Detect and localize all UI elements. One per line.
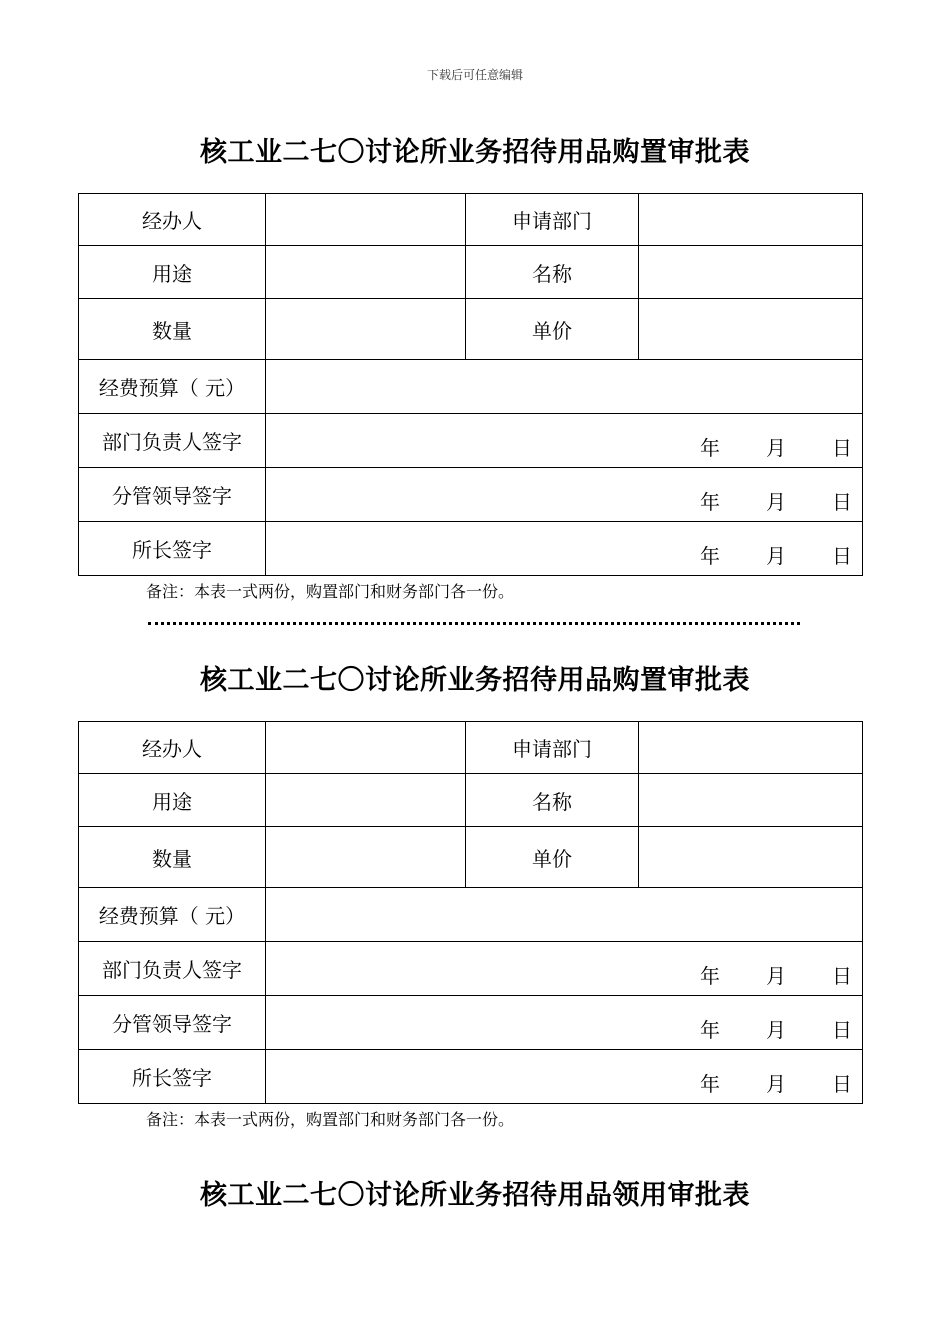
month-label: 月 bbox=[766, 490, 786, 514]
budget-label: 经费预算（ 元） bbox=[79, 360, 266, 414]
item-name-label: 名称 bbox=[466, 246, 639, 299]
month-label: 月 bbox=[766, 436, 786, 460]
director-sign-label: 所长签字 bbox=[79, 1050, 266, 1104]
handler-label: 经办人 bbox=[79, 194, 266, 246]
leader-sign-label: 分管领导签字 bbox=[79, 996, 266, 1050]
approval-form-table bbox=[78, 721, 863, 1104]
dept-head-sign-label: 部门负责人签字 bbox=[79, 414, 266, 468]
director-sign-field[interactable] bbox=[266, 1050, 863, 1104]
item-name-field[interactable] bbox=[639, 246, 863, 299]
form-title: 核工业二七〇讨论所业务招待用品购置审批表 bbox=[200, 137, 750, 168]
dept-head-sign-label: 部门负责人签字 bbox=[79, 942, 266, 996]
month-label: 月 bbox=[766, 1072, 786, 1096]
quantity-field[interactable] bbox=[266, 299, 466, 360]
leader-sign-field[interactable] bbox=[266, 996, 863, 1050]
unit-price-field[interactable] bbox=[639, 827, 863, 888]
day-label: 日 bbox=[832, 544, 852, 568]
director-sign-field[interactable] bbox=[266, 522, 863, 576]
leader-sign-field[interactable] bbox=[266, 468, 863, 522]
year-label: 年 bbox=[700, 1018, 720, 1042]
sign-date bbox=[700, 1068, 852, 1097]
leader-sign-label: 分管领导签字 bbox=[79, 468, 266, 522]
unit-price-label: 单价 bbox=[466, 827, 639, 888]
day-label: 日 bbox=[832, 964, 852, 988]
cut-line-divider bbox=[148, 622, 800, 625]
sign-date bbox=[700, 486, 852, 515]
purpose-field[interactable] bbox=[266, 774, 466, 827]
unit-price-label: 单价 bbox=[466, 299, 639, 360]
department-label: 申请部门 bbox=[466, 722, 639, 774]
form-title-usage: 核工业二七〇讨论所业务招待用品领用审批表 bbox=[200, 1180, 750, 1211]
year-label: 年 bbox=[700, 1072, 720, 1096]
dept-head-sign-field[interactable] bbox=[266, 414, 863, 468]
department-label: 申请部门 bbox=[466, 194, 639, 246]
sign-date bbox=[700, 960, 852, 989]
purpose-label: 用途 bbox=[79, 774, 266, 827]
form-remark: 备注：本表一式两份，购置部门和财务部门各一份。 bbox=[146, 582, 515, 601]
dept-head-sign-field[interactable] bbox=[266, 942, 863, 996]
budget-field[interactable] bbox=[266, 360, 863, 414]
day-label: 日 bbox=[832, 1072, 852, 1096]
quantity-label: 数量 bbox=[79, 299, 266, 360]
day-label: 日 bbox=[832, 490, 852, 514]
sign-date bbox=[700, 432, 852, 461]
year-label: 年 bbox=[700, 964, 720, 988]
form-title: 核工业二七〇讨论所业务招待用品购置审批表 bbox=[200, 665, 750, 696]
header-note: 下载后可任意编辑 bbox=[426, 68, 523, 82]
quantity-field[interactable] bbox=[266, 827, 466, 888]
department-field[interactable] bbox=[639, 722, 863, 774]
director-sign-label: 所长签字 bbox=[79, 522, 266, 576]
handler-field[interactable] bbox=[266, 722, 466, 774]
month-label: 月 bbox=[766, 1018, 786, 1042]
department-field[interactable] bbox=[639, 194, 863, 246]
handler-label: 经办人 bbox=[79, 722, 266, 774]
form-remark: 备注：本表一式两份，购置部门和财务部门各一份。 bbox=[146, 1110, 515, 1129]
approval-form-table bbox=[78, 193, 863, 576]
year-label: 年 bbox=[700, 544, 720, 568]
year-label: 年 bbox=[700, 490, 720, 514]
sign-date bbox=[700, 540, 852, 569]
purpose-label: 用途 bbox=[79, 246, 266, 299]
month-label: 月 bbox=[766, 544, 786, 568]
sign-date bbox=[700, 1014, 852, 1043]
item-name-label: 名称 bbox=[466, 774, 639, 827]
month-label: 月 bbox=[766, 964, 786, 988]
unit-price-field[interactable] bbox=[639, 299, 863, 360]
day-label: 日 bbox=[832, 436, 852, 460]
purpose-field[interactable] bbox=[266, 246, 466, 299]
year-label: 年 bbox=[700, 436, 720, 460]
budget-field[interactable] bbox=[266, 888, 863, 942]
budget-label: 经费预算（ 元） bbox=[79, 888, 266, 942]
quantity-label: 数量 bbox=[79, 827, 266, 888]
item-name-field[interactable] bbox=[639, 774, 863, 827]
handler-field[interactable] bbox=[266, 194, 466, 246]
day-label: 日 bbox=[832, 1018, 852, 1042]
